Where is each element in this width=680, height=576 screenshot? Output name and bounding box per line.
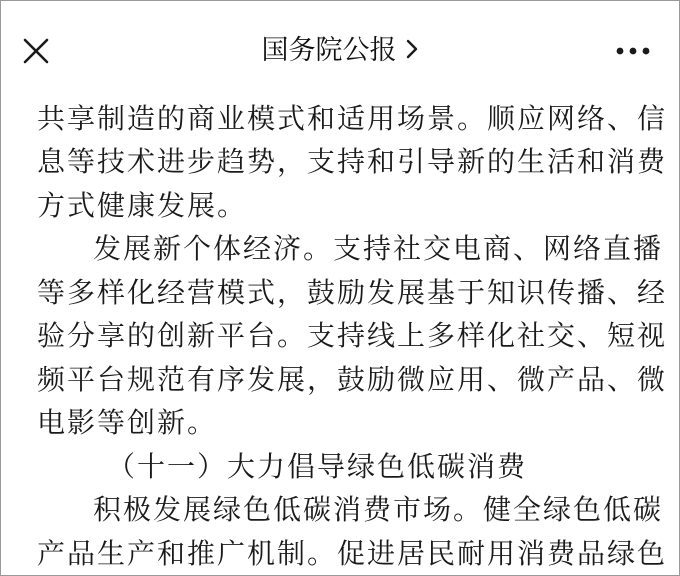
more-horizontal-icon[interactable] [615,44,651,58]
account-title-link[interactable] [1,31,679,71]
navigation-bar [1,1,679,93]
article-line: 息等技术进步趋势，支持和引导新的生活和消费 [37,145,668,178]
article-line: 共享制造的商业模式和适用场景。顺应网络、信 [37,101,668,135]
article-body [1,53,679,575]
article-line: 发展新个体经济。支持社交电商、网络直播 [93,232,664,265]
article-line: 产品生产和推广机制。促进居民耐用消费品绿色 [37,536,668,570]
article-line: 频平台规范有序发展，鼓励微应用、微产品、微 [37,362,668,396]
article-line: 等多样化经营模式，鼓励发展基于知识传播、经 [37,275,668,309]
section-heading: （十一）大力倡导绿色低碳消费 [107,449,528,483]
chevron-right-icon [405,38,419,60]
article-line: 积极发展绿色低碳消费市场。健全绿色低碳 [93,493,664,526]
article-line: 验分享的创新平台。支持线上多样化社交、短视 [37,319,668,352]
article-line: 电影等创新。 [37,406,218,439]
article-line: 方式健康发展。 [37,188,248,222]
header-fade [1,89,679,99]
page-title: 国务院公报 [261,35,397,66]
